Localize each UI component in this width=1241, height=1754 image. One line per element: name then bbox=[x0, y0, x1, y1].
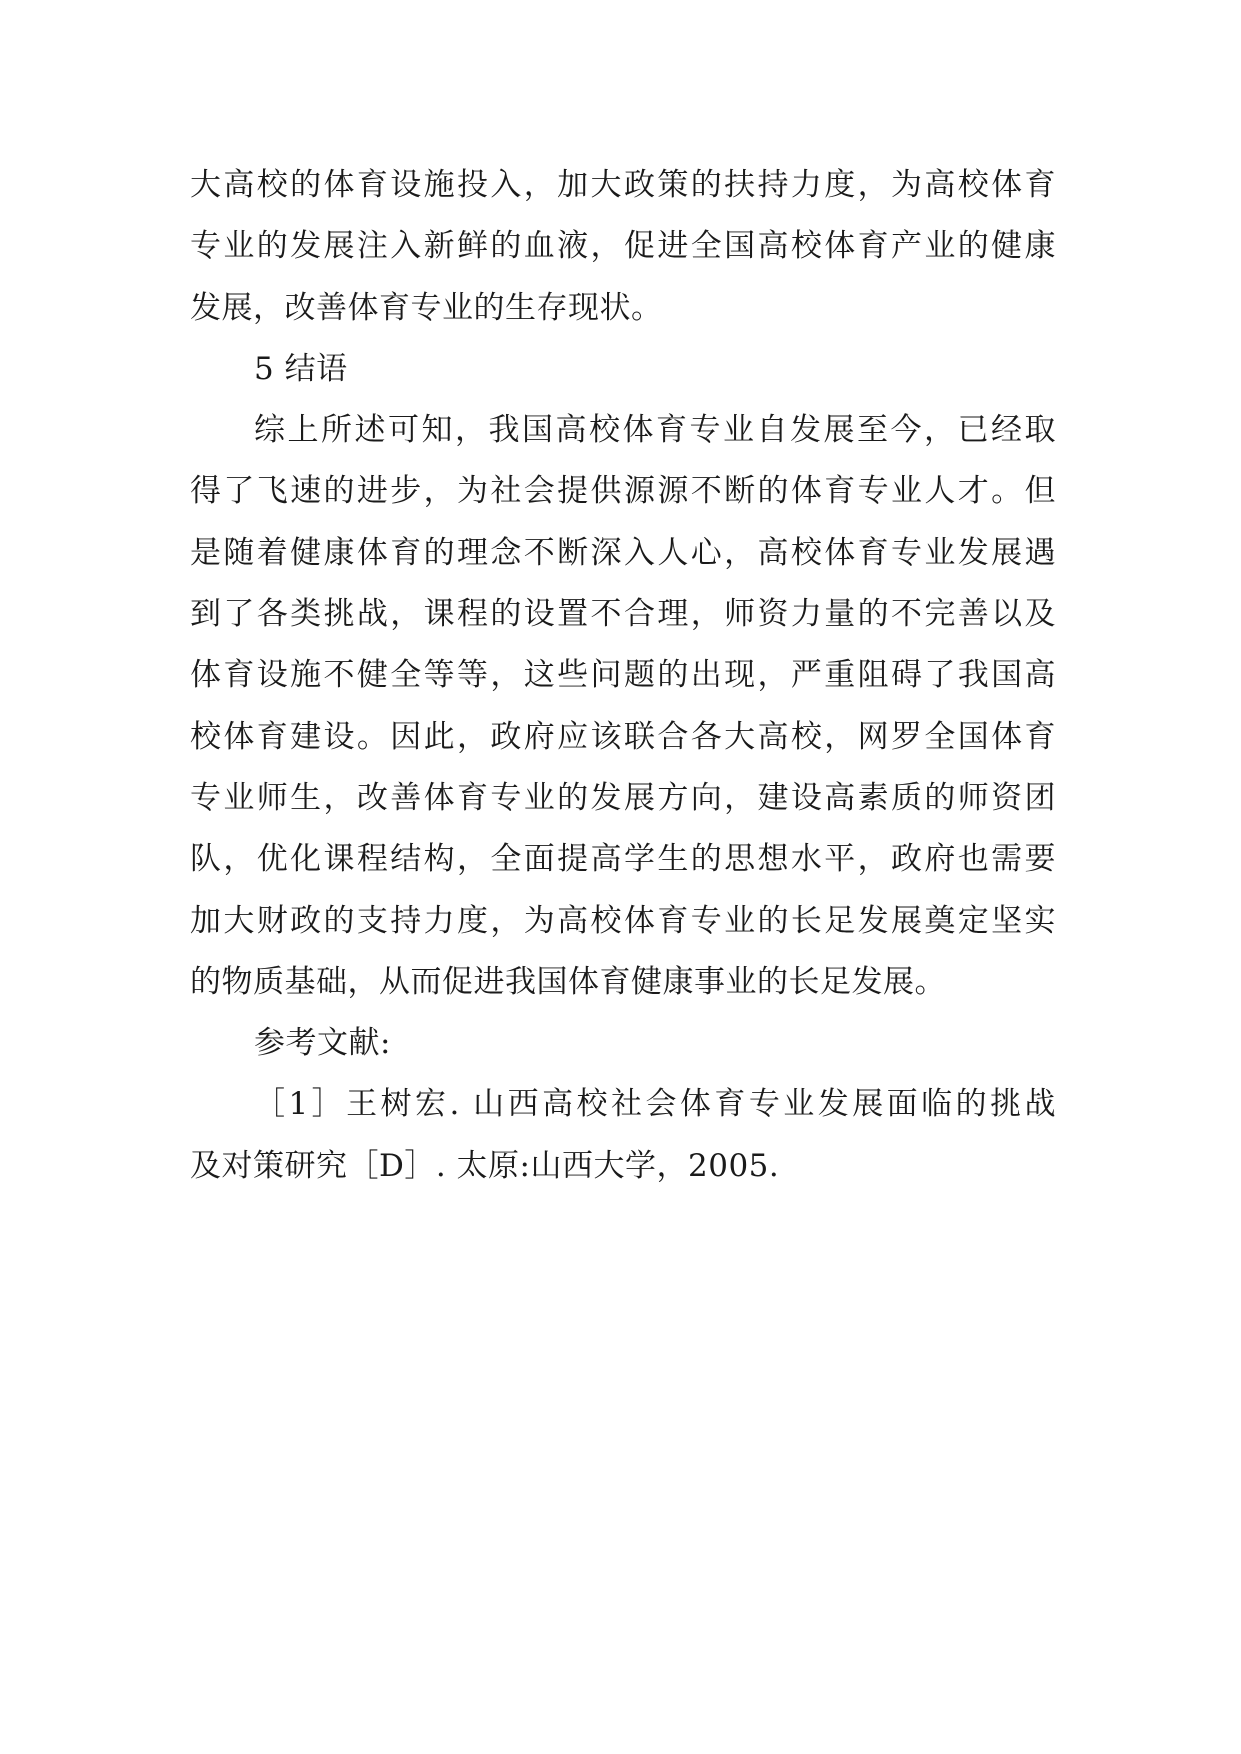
document-body bbox=[190, 155, 1056, 1197]
text-line: 校体育建设。因此，政府应该联合各大高校，网罗全国体育 bbox=[190, 718, 1056, 755]
paragraph-conclusion bbox=[190, 400, 1056, 1013]
reference-line: ［1］王树宏. 山西高校社会体育专业发展面临的挑战 bbox=[254, 1086, 1056, 1123]
text-line: 综上所述可知，我国高校体育专业自发展至今，已经取 bbox=[254, 412, 1056, 449]
text-line: 专业的发展注入新鲜的血液，促进全国高校体育产业的健康 bbox=[190, 228, 1056, 265]
text-line: 体育设施不健全等等，这些问题的出现，严重阻碍了我国高 bbox=[190, 657, 1056, 694]
text-line: 到了各类挑战，课程的设置不合理，师资力量的不完善以及 bbox=[190, 596, 1056, 633]
references-heading: 参考文献: bbox=[254, 1025, 391, 1062]
text-line: 专业师生，改善体育专业的发展方向，建设高素质的师资团 bbox=[190, 779, 1056, 816]
text-line: 队，优化课程结构，全面提高学生的思想水平，政府也需要 bbox=[190, 841, 1056, 878]
text-line: 加大财政的支持力度，为高校体育专业的长足发展奠定坚实 bbox=[190, 902, 1056, 939]
text-line: 得了飞速的进步，为社会提供源源不断的体育专业人才。但 bbox=[190, 473, 1056, 510]
section-heading: 5 结语 bbox=[254, 350, 348, 387]
text-line: 是随着健康体育的理念不断深入人心，高校体育专业发展遇 bbox=[190, 534, 1056, 571]
text-line: 大高校的体育设施投入，加大政策的扶持力度，为高校体育 bbox=[190, 167, 1056, 203]
reference-line: 及对策研究［D］. 太原:山西大学，2005. bbox=[190, 1147, 780, 1184]
text-line: 的物质基础，从而促进我国体育健康事业的长足发展。 bbox=[190, 963, 946, 1000]
section-heading-conclusion bbox=[190, 339, 1056, 400]
text-line: 发展，改善体育专业的生存现状。 bbox=[190, 289, 663, 326]
paragraph-continuation bbox=[190, 155, 1056, 339]
references-section bbox=[190, 1013, 1056, 1197]
